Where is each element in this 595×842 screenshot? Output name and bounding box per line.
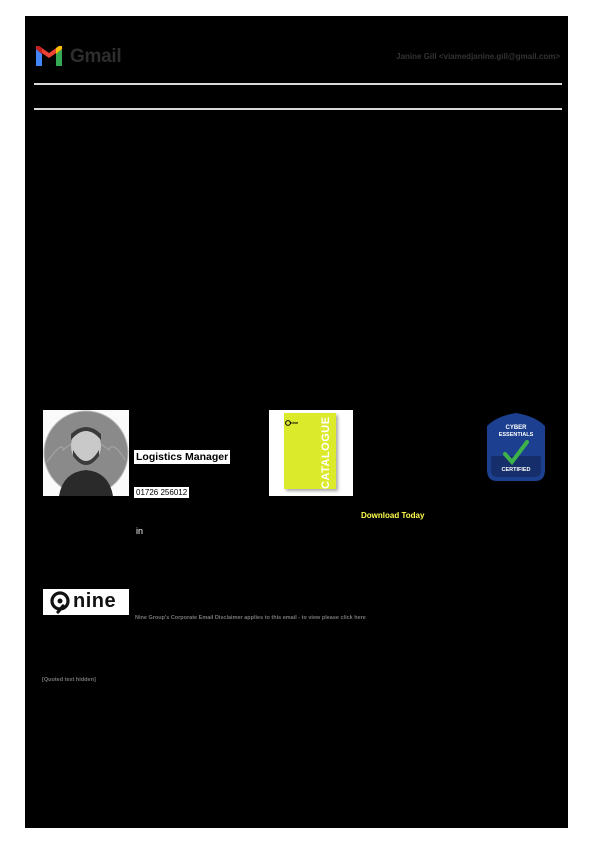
catalogue-image[interactable] <box>269 410 353 496</box>
download-catalogue-link[interactable]: Download Today <box>361 511 425 520</box>
sender-address: Janine Gill <viamedjanine.gill@gmail.com> <box>396 52 560 61</box>
gmail-logo <box>34 44 122 68</box>
disclaimer-link[interactable]: Nine Group's Corporate Email Disclaimer applies to this email - to view please click here <box>135 615 366 621</box>
signature-role: Logistics Manager <box>136 451 229 463</box>
catalogue-book <box>284 413 336 489</box>
badge-line-certified: CERTIFIED <box>501 467 531 473</box>
catalogue-brand: nine <box>290 420 299 425</box>
subject-divider <box>34 108 562 110</box>
linkedin-icon[interactable]: in <box>136 526 144 536</box>
catalogue-title: CATALOGUE <box>320 416 332 489</box>
cyber-essentials-badge <box>485 412 547 482</box>
badge-line-cyber: CYBER <box>505 425 527 431</box>
badge-line-essentials: ESSENTIALS <box>498 432 534 438</box>
gmail-logo-text: Gmail <box>70 46 122 67</box>
nine-mark-icon <box>48 590 72 614</box>
signature-phone[interactable]: 01726 256012 <box>136 488 188 497</box>
nine-logo-text: nine <box>73 590 117 612</box>
avatar <box>43 410 129 496</box>
nine-group-logo[interactable] <box>43 589 129 615</box>
email-print-page <box>25 16 568 828</box>
gmail-m-icon <box>34 45 64 67</box>
header-divider <box>34 83 562 85</box>
profile-photo <box>43 410 129 496</box>
quoted-text-toggle[interactable]: [Quoted text hidden] <box>42 677 96 683</box>
